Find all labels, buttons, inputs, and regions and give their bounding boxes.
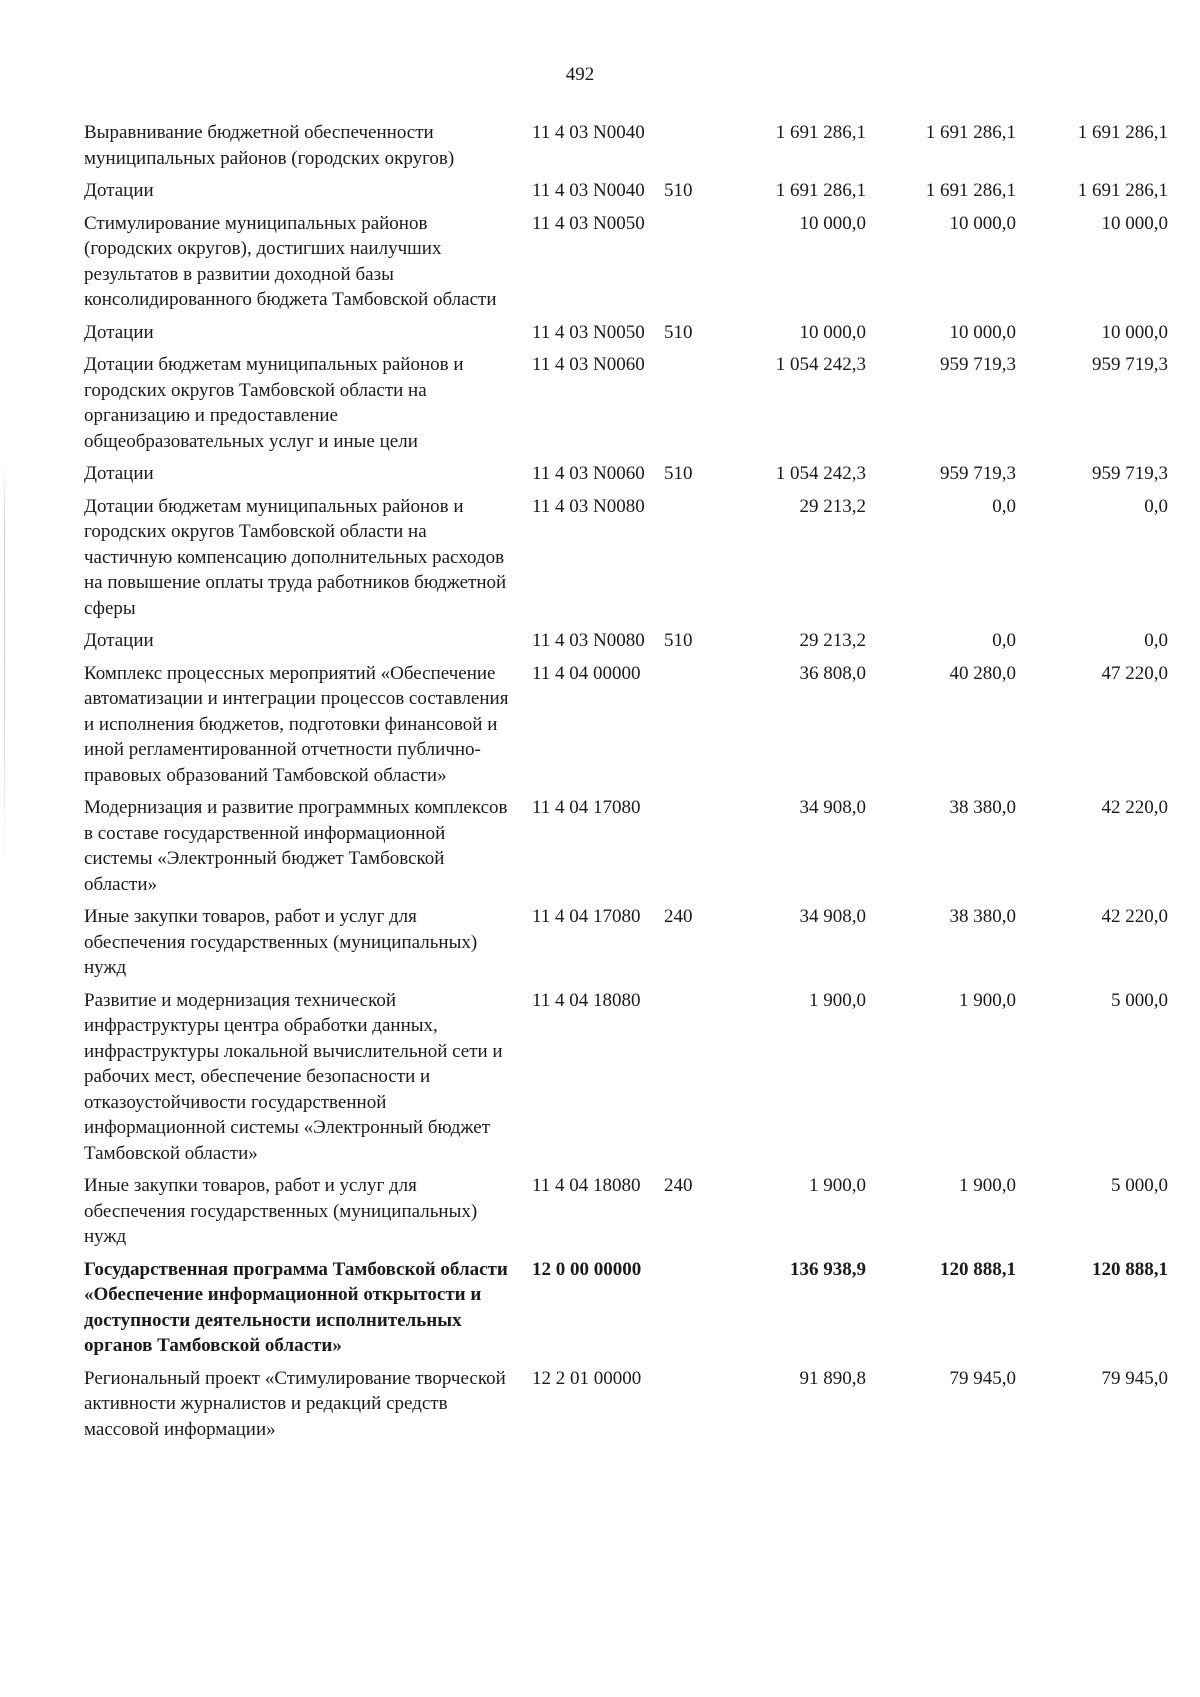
row-value-1: 10 000,0: [799, 212, 866, 234]
table-row: [84, 1366, 1168, 1450]
row-code: 11 4 04 17080: [532, 906, 641, 927]
row-code: 11 4 03 N0060: [532, 463, 645, 484]
row-value-3: 959 719,3: [1092, 354, 1168, 375]
row-code: 11 4 03 N0040: [532, 180, 645, 201]
row-value-2: 959 719,3: [940, 463, 1016, 484]
table-row: [84, 988, 1168, 1174]
row-code: 11 4 04 17080: [532, 797, 641, 818]
row-vr: [664, 1257, 716, 1366]
table-row: [84, 211, 1168, 320]
table-row: [84, 661, 1168, 796]
row-name: Развитие и модернизация технической инфраструктуры центра обработки данных, инфраструктуры локальной вычислительной сети и рабочих мест, обеспечение безопасности и отказоустойчивости государственной информационной системы «Электронный бюджет Тамбовской области»: [84, 989, 503, 1164]
row-value-1: 1 900,0: [809, 989, 866, 1011]
row-value-3: 0,0: [1144, 630, 1168, 651]
row-vr: [664, 1366, 716, 1450]
row-value-3: 79 945,0: [1101, 1367, 1168, 1389]
row-value-3: 47 220,0: [1101, 662, 1168, 684]
row-vr: [664, 494, 716, 629]
table-row: [84, 320, 1168, 353]
row-code: 11 4 04 18080: [532, 989, 641, 1011]
row-value-2: 40 280,0: [949, 662, 1016, 684]
row-vr: 510: [664, 630, 693, 651]
row-value-3: 42 220,0: [1101, 797, 1168, 818]
row-value-1: 36 808,0: [799, 662, 866, 684]
table-row: [84, 120, 1168, 178]
row-value-2: 0,0: [992, 495, 1016, 517]
row-value-1: 10 000,0: [799, 321, 866, 343]
row-name: Дотации бюджетам муниципальных районов и городских округов Тамбовской области на частичную компенсацию дополнительных расходов на повышение оплаты труда работников бюджетной сферы: [84, 495, 507, 619]
row-value-1: 1 691 286,1: [775, 122, 866, 143]
row-value-2: 1 900,0: [959, 989, 1016, 1011]
row-name: Дотации: [84, 180, 154, 201]
table-row: [84, 494, 1168, 629]
row-name: Дотации: [84, 463, 154, 484]
row-value-2: 959 719,3: [940, 354, 1016, 375]
row-name: Стимулирование муниципальных районов (городских округов), достигших наилучших результатов в развитии доходной базы консолидированного бюджета Тамбовской области: [84, 212, 497, 310]
row-code: 12 0 00 00000: [532, 1258, 642, 1280]
row-value-2: 38 380,0: [949, 797, 1016, 818]
table-row: [84, 461, 1168, 494]
row-code: 11 4 03 N0050: [532, 212, 645, 234]
row-value-3: 120 888,1: [1092, 1258, 1168, 1280]
row-value-1: 34 908,0: [799, 906, 866, 927]
row-name: Региональный проект «Стимулирование творческой активности журналистов и редакций средств массовой информации»: [84, 1367, 506, 1440]
row-code: 11 4 03 N0080: [532, 630, 645, 651]
row-vr: 510: [664, 321, 693, 343]
row-name: Дотации: [84, 321, 154, 343]
row-name: Государственная программа Тамбовской области «Обеспечение информационной открытости и доступности деятельности исполнительных органов Тамбовской области»: [84, 1258, 508, 1356]
row-value-1: 29 213,2: [799, 495, 866, 517]
row-name: Модернизация и развитие программных комплексов в составе государственной информационной системы «Электронный бюджет Тамбовской области»: [84, 797, 508, 895]
row-value-3: 1 691 286,1: [1077, 180, 1168, 201]
row-value-1: 34 908,0: [799, 797, 866, 818]
row-name: Иные закупки товаров, работ и услуг для обеспечения государственных (муниципальных) нужд: [84, 906, 478, 978]
row-code: 11 4 04 00000: [532, 662, 641, 684]
row-value-1: 29 213,2: [799, 630, 866, 651]
row-value-3: 0,0: [1144, 495, 1168, 517]
table-row: [84, 904, 1168, 988]
table-row: [84, 795, 1168, 904]
row-value-3: 5 000,0: [1111, 989, 1168, 1011]
row-name: Выравнивание бюджетной обеспеченности муниципальных районов (городских округов): [84, 122, 455, 169]
row-vr: [664, 661, 716, 796]
row-code: 11 4 03 N0080: [532, 495, 645, 517]
page-number: 492: [565, 64, 595, 85]
row-vr: [664, 352, 716, 461]
budget-table: [84, 120, 1168, 1449]
scan-edge-artifact: [4, 460, 5, 880]
row-vr: 240: [664, 1175, 693, 1196]
row-code: 11 4 03 N0050: [532, 321, 645, 343]
row-value-2: 1 691 286,1: [925, 180, 1016, 201]
row-value-2: 10 000,0: [949, 212, 1016, 234]
row-value-3: 10 000,0: [1101, 321, 1168, 343]
row-value-2: 1 691 286,1: [925, 122, 1016, 143]
row-value-2: 10 000,0: [949, 321, 1016, 343]
table-row: [84, 628, 1168, 661]
row-value-3: 1 691 286,1: [1077, 122, 1168, 143]
row-value-2: 0,0: [992, 630, 1016, 651]
row-name: Дотации: [84, 630, 154, 651]
row-vr: 510: [664, 463, 693, 484]
row-value-1: 1 054 242,3: [775, 354, 866, 375]
row-vr: [664, 988, 716, 1174]
row-vr: 510: [664, 180, 693, 201]
row-value-2: 1 900,0: [959, 1175, 1016, 1196]
row-name: Комплекс процессных мероприятий «Обеспечение автоматизации и интеграции процессов составления и исполнения бюджетов, подготовки финансовой и иной регламентированной отчетности публично-правовых образований Тамбовской области»: [84, 662, 509, 786]
row-code: 11 4 03 N0060: [532, 354, 645, 375]
row-value-2: 38 380,0: [949, 906, 1016, 927]
table-row: [84, 352, 1168, 461]
row-code: 11 4 03 N0040: [532, 122, 645, 143]
row-value-1: 1 691 286,1: [775, 180, 866, 201]
row-vr: [664, 120, 716, 178]
row-value-1: 136 938,9: [790, 1258, 866, 1280]
row-code: 11 4 04 18080: [532, 1175, 641, 1196]
row-value-1: 91 890,8: [799, 1367, 866, 1389]
row-vr: [664, 795, 716, 904]
row-vr: 240: [664, 906, 693, 927]
row-value-2: 79 945,0: [949, 1367, 1016, 1389]
row-value-1: 1 054 242,3: [775, 463, 866, 484]
row-code: 12 2 01 00000: [532, 1367, 642, 1389]
row-value-3: 42 220,0: [1101, 906, 1168, 927]
table-row-program: [84, 1257, 1168, 1366]
row-vr: [664, 211, 716, 320]
row-name: Дотации бюджетам муниципальных районов и городских округов Тамбовской области на организацию и предоставление общеобразовательных услуг и иные цели: [84, 354, 464, 452]
table-row: [84, 178, 1168, 211]
row-value-3: 959 719,3: [1092, 463, 1168, 484]
row-name: Иные закупки товаров, работ и услуг для обеспечения государственных (муниципальных) нужд: [84, 1175, 478, 1247]
row-value-3: 10 000,0: [1101, 212, 1168, 234]
table-row: [84, 1173, 1168, 1257]
row-value-1: 1 900,0: [809, 1175, 866, 1196]
row-value-3: 5 000,0: [1111, 1175, 1168, 1196]
row-value-2: 120 888,1: [940, 1258, 1016, 1280]
